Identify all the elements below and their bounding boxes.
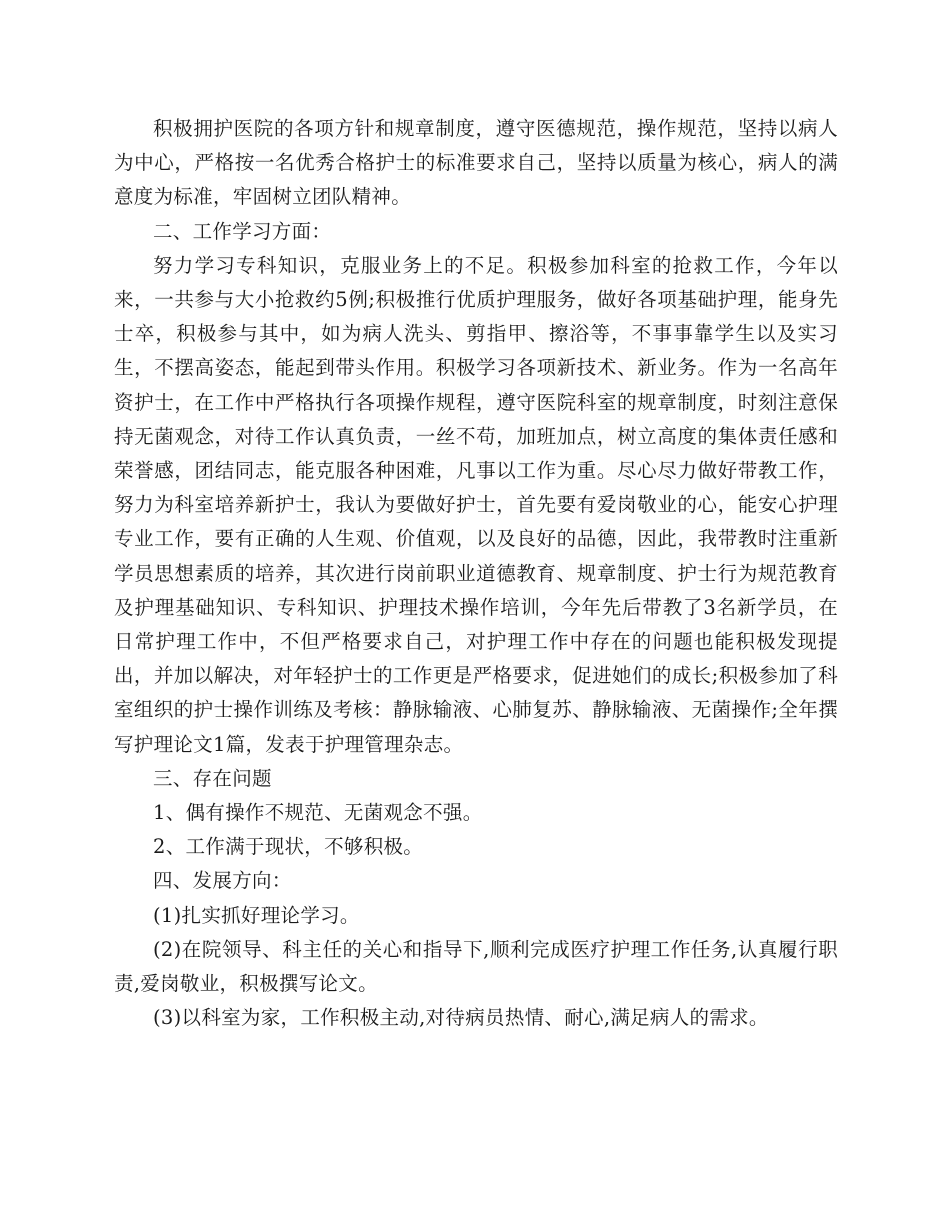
list-item-problem-2: 2、工作满于现状，不够积极。 — [153, 835, 424, 859]
heading-work-study: 二、工作学习方面： — [153, 219, 332, 243]
list-item-direction-1: (1)扎实抓好理论学习。 — [153, 903, 360, 927]
paragraph-intro: 积极拥护医院的各项方针和规章制度，遵守医德规范，操作规范，坚持以病人为中心，严格按一名优秀合格护士的标准要求自己，坚持以质量为核心，病人的满意度为标准，牢固树立团队精神。 — [114, 117, 838, 209]
heading-direction: 四、发展方向： — [153, 869, 292, 893]
heading-problems: 三、存在问题 — [153, 766, 272, 790]
list-item-direction-2: (2)在院领导、科主任的关心和指导下,顺利完成医疗护理工作任务,认真履行职责,爱岗敬业，积极撰写论文。 — [114, 937, 838, 996]
list-item-problem-1: 1、偶有操作不规范、无菌观念不强。 — [153, 801, 483, 825]
list-item-direction-3: (3)以科室为家，工作积极主动,对待病员热情、耐心,满足病人的需求。 — [153, 1006, 769, 1030]
paragraph-work-study: 努力学习专科知识，克服业务上的不足。积极参加科室的抢救工作，今年以来，一共参与大小抢救约5例;积极推行优质护理服务，做好各项基础护理，能身先士卒，积极参与其中，如为病人洗头、剪指甲、擦浴等，不事事靠学生以及实习生，不摆高姿态，能起到带头作用。积极学习各项新技术、新业务。作为一名高年资护士，在工作中严格执行各项操作规程，遵守医院科室的规章制度，时刻注意保持无菌观念，对待工作认真负责，一丝不苟，加班加点，树立高度的集体责任感和荣誉感，团结同志，能克服各种困难，凡事以工作为重。尽心尽力做好带教工作，努力为科室培养新护士，我认为要做好护士，首先要有爱岗敬业的心，能安心护理专业工作，要有正确的人生观、价值观，以及良好的品德，因此，我带教时注重新学员思想素质的培养，其次进行岗前职业道德教育、规章制度、护士行为规范教育及护理基础知识、专科知识、护理技术操作培训，今年先后带教了3名新学员，在日常护理工作中，不但严格要求自己，对护理工作中存在的问题也能积极发现提出，并加以解决，对年轻护士的工作更是严格要求，促进她们的成长;积极参加了科室组织的护士操作训练及考核：静脉输液、心肺复苏、静脉输液、无菌操作;全年撰写护理论文1篇，发表于护理管理杂志。 — [114, 253, 838, 756]
